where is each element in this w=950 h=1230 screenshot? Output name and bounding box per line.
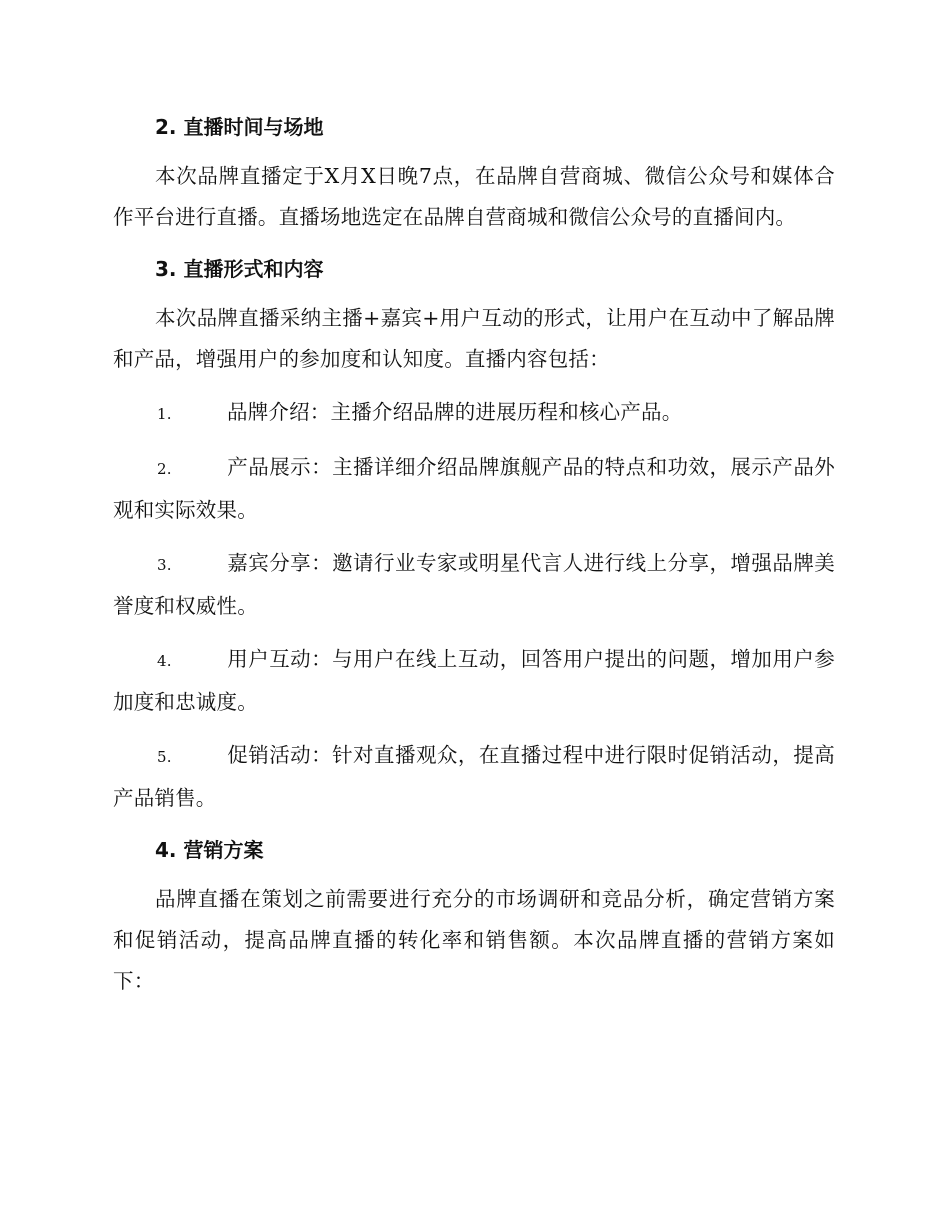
list-item-number: 3.: [157, 556, 172, 574]
list-item: [113, 639, 835, 723]
section-heading-format-content: 3. 直播形式和内容: [155, 257, 324, 281]
list-item: [113, 447, 835, 531]
paragraph-format-content: 本次品牌直播采纳主播+嘉宾+用户互动的形式，让用户在互动中了解品牌和产品，增强用户的参加度和认知度。直播内容包括：: [113, 306, 835, 371]
paragraph-time-venue: 本次品牌直播定于X月X日晚7点，在品牌自营商城、微信公众号和媒体合作平台进行直播。直播场地选定在品牌自营商城和微信公众号的直播间内。: [113, 164, 835, 229]
document-body: [113, 108, 835, 1014]
list-item-number: 2.: [157, 460, 172, 478]
list-item-text: 品牌介绍：主播介绍品牌的进展历程和核心产品。: [227, 400, 683, 424]
section-heading-time-venue: 2. 直播时间与场地: [155, 115, 324, 139]
list-item-number: 4.: [157, 652, 172, 670]
list-item: [113, 392, 835, 435]
list-item: [113, 735, 835, 819]
list-item-text: 产品展示：主播详细介绍品牌旗舰产品的特点和功效，展示产品外观和实际效果。: [113, 455, 835, 522]
list-item: [113, 543, 835, 627]
list-item-text: 用户互动：与用户在线上互动，回答用户提出的问题，增加用户参加度和忠诚度。: [113, 647, 835, 714]
list-item-text: 促销活动：针对直播观众，在直播过程中进行限时促销活动，提高产品销售。: [113, 743, 835, 810]
section-heading-marketing-plan: 4. 营销方案: [155, 838, 264, 862]
list-item-number: 5.: [157, 748, 172, 766]
list-item-text: 嘉宾分享：邀请行业专家或明星代言人进行线上分享，增强品牌美誉度和权威性。: [113, 551, 835, 618]
paragraph-marketing-plan: 品牌直播在策划之前需要进行充分的市场调研和竞品分析，确定营销方案和促销活动，提高品牌直播的转化率和销售额。本次品牌直播的营销方案如下：: [113, 887, 835, 993]
list-item-number: 1.: [157, 405, 172, 423]
